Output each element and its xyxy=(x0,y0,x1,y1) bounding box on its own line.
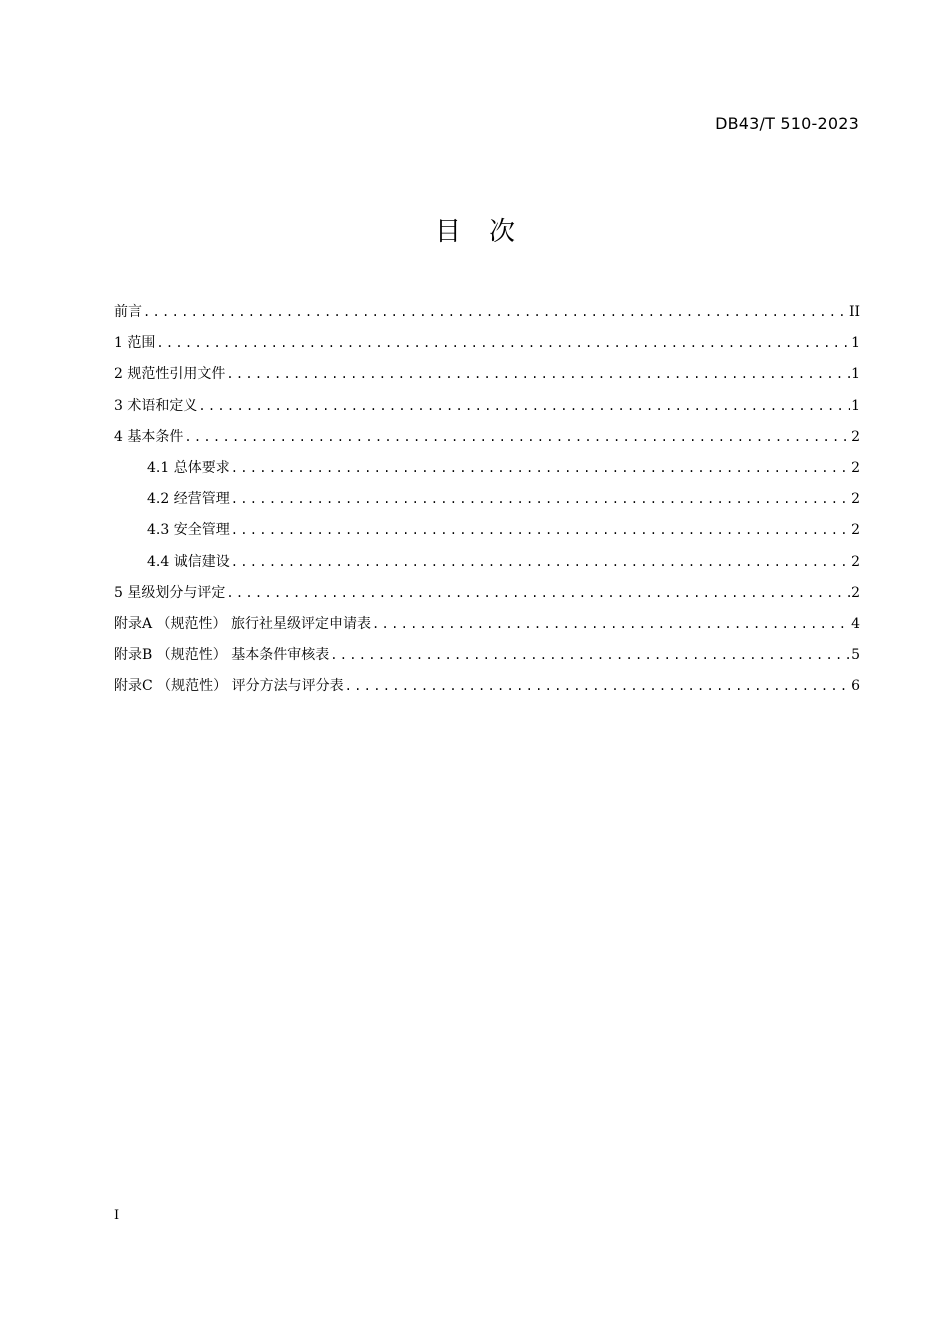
dot-leader xyxy=(231,518,850,542)
toc-entry-appendix-a[interactable] xyxy=(114,612,860,643)
toc-entry-foreword[interactable] xyxy=(114,300,860,331)
toc-title xyxy=(0,211,950,248)
dot-leader xyxy=(231,487,850,511)
toc-entry-general-requirements[interactable] xyxy=(114,456,860,487)
toc-entry-label: 4.2 经营管理 xyxy=(147,491,230,508)
toc-entry-appendix-c[interactable] xyxy=(114,674,860,705)
toc-entry-page: II xyxy=(848,304,860,320)
toc-entry-label: 4.1 总体要求 xyxy=(147,459,230,476)
toc-entry-safety-management[interactable] xyxy=(114,518,860,549)
toc-entry-business-management[interactable] xyxy=(114,487,860,518)
table-of-contents xyxy=(114,300,860,705)
toc-entry-integrity-building[interactable] xyxy=(114,550,860,581)
toc-entry-label: 1 范围 xyxy=(114,335,156,352)
dot-leader xyxy=(345,674,850,698)
toc-entry-label: 4.4 诚信建设 xyxy=(147,553,230,570)
toc-entry-page: 1 xyxy=(851,335,860,352)
dot-leader xyxy=(330,643,850,667)
dot-leader xyxy=(372,612,850,636)
toc-title-char-2: 次 xyxy=(489,217,516,247)
toc-entry-terms-definitions[interactable] xyxy=(114,394,860,425)
toc-entry-page: 1 xyxy=(851,366,860,383)
toc-title-char-1: 目 xyxy=(434,217,461,247)
toc-entry-label: 前言 xyxy=(114,304,142,320)
dot-leader xyxy=(143,300,848,324)
toc-entry-basic-conditions[interactable] xyxy=(114,425,860,456)
dot-leader xyxy=(231,456,850,480)
toc-entry-appendix-b[interactable] xyxy=(114,643,860,674)
toc-entry-label: 4.3 安全管理 xyxy=(147,522,230,539)
toc-entry-label: 3 术语和定义 xyxy=(114,397,198,414)
toc-entry-page: 2 xyxy=(851,428,860,445)
toc-entry-page: 2 xyxy=(851,553,860,570)
toc-entry-star-rating[interactable] xyxy=(114,581,860,612)
document-code: DB43/T 510-2023 xyxy=(715,114,859,133)
toc-entry-page: 6 xyxy=(851,678,860,695)
toc-entry-page: 1 xyxy=(851,397,860,414)
toc-entry-page: 2 xyxy=(851,522,860,539)
toc-entry-label: 5 星级划分与评定 xyxy=(114,584,226,601)
dot-leader xyxy=(156,331,850,355)
toc-entry-page: 5 xyxy=(851,647,860,664)
toc-entry-page: 2 xyxy=(851,491,860,508)
toc-entry-label: 2 规范性引用文件 xyxy=(114,366,226,383)
dot-leader xyxy=(226,581,850,605)
toc-entry-label: 附录C （规范性） 评分方法与评分表 xyxy=(114,678,344,695)
toc-entry-page: 4 xyxy=(851,615,860,632)
dot-leader xyxy=(226,362,850,386)
toc-entry-page: 2 xyxy=(851,584,860,601)
page-number: I xyxy=(114,1208,120,1223)
dot-leader xyxy=(231,550,850,574)
dot-leader xyxy=(184,425,850,449)
toc-entry-normative-references[interactable] xyxy=(114,362,860,393)
toc-entry-label: 附录A （规范性） 旅行社星级评定申请表 xyxy=(114,615,372,632)
toc-entry-page: 2 xyxy=(851,459,860,476)
toc-entry-label: 附录B （规范性） 基本条件审核表 xyxy=(114,647,330,664)
toc-entry-label: 4 基本条件 xyxy=(114,428,184,445)
dot-leader xyxy=(198,394,850,418)
toc-entry-scope[interactable] xyxy=(114,331,860,362)
